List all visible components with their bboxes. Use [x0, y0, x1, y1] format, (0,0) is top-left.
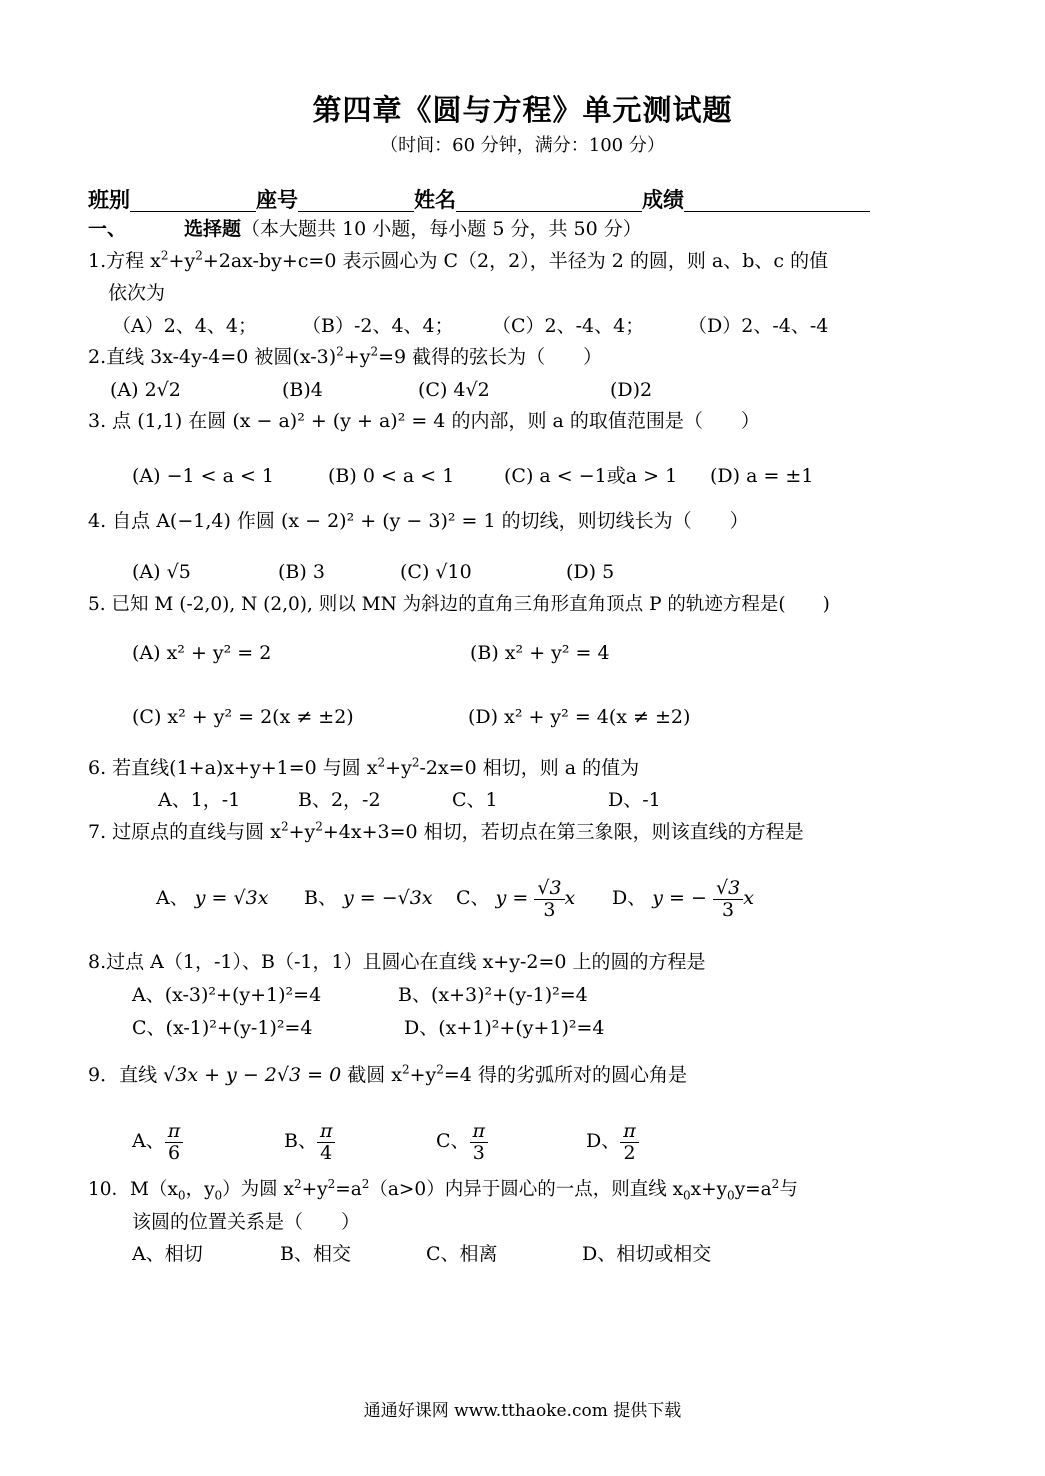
q3-option-b: (B) 0 < a < 1	[328, 465, 455, 487]
page-title: 第四章《圆与方程》单元测试题	[312, 93, 733, 127]
q6-option-a: A、1，-1	[158, 789, 241, 811]
q3-option-a: (A) −1 < a < 1	[132, 465, 275, 487]
score-field[interactable]	[684, 191, 870, 212]
section-name: 选择题	[184, 218, 242, 240]
q2-option-c: (C) 4√2	[418, 379, 490, 401]
q2-option-d: (D)2	[610, 379, 653, 401]
q6-option-d: D、-1	[608, 789, 661, 811]
q6-option-b: B、2，-2	[298, 789, 381, 811]
q10-option-c: C、相离	[426, 1243, 498, 1265]
q5-option-b: (B) x² + y² = 4	[470, 642, 610, 664]
page-subtitle: （时间：60 分钟，满分：100 分）	[380, 135, 665, 156]
q10-option-a: A、相切	[132, 1243, 203, 1265]
q8-option-d: D、(x+1)²+(y+1)²=4	[404, 1017, 605, 1039]
q4-option-c: (C) √10	[400, 561, 472, 583]
q7-option-d: D、 y = − $\frac{√3}{3}$ x	[612, 876, 754, 921]
q2-option-b: (B)4	[282, 379, 323, 401]
section-heading	[88, 217, 642, 241]
q7-option-a: A、 y = √3x	[156, 887, 269, 909]
question-4: 4. 自点 A(−1,4) 作圆 (x − 2)² + (y − 3)² = 1 的切线，则切线长为（ ）	[88, 510, 749, 532]
seat-label: 座号	[256, 187, 298, 212]
q4-option-d: (D) 5	[566, 561, 615, 583]
class-field[interactable]	[130, 191, 256, 212]
q4-option-a: (A) √5	[132, 561, 191, 583]
q8-option-c: C、(x-1)²+(y-1)²=4	[132, 1017, 313, 1039]
q9-option-b: B、 $\frac{\pi}{4}$	[284, 1112, 335, 1170]
question-8: 8.过点 A（1，-1）、B（-1，1）且圆心在直线 x+y-2=0 上的圆的方程是	[88, 951, 706, 973]
question-3: 3. 点 (1,1) 在圆 (x − a)² + (y + a)² = 4 的内部，则 a 的取值范围是（ ）	[88, 410, 760, 432]
q1-option-c: （C）2、-4、4；	[492, 315, 645, 337]
section-note: （本大题共 10 小题，每小题 5 分，共 50 分）	[241, 218, 642, 240]
q7-option-b: B、 y = −√3x	[304, 887, 433, 909]
q5-option-d: (D) x² + y² = 4(x ≠ ±2)	[468, 706, 691, 728]
q5-option-c: (C) x² + y² = 2(x ≠ ±2)	[132, 706, 354, 728]
q1-option-b: （B）-2、4、4；	[302, 315, 454, 337]
q1-option-d: （D）2、-4、-4	[688, 315, 829, 337]
q3-option-c: (C) a < −1或a > 1	[504, 465, 678, 487]
question-7: 7. 过原点的直线与圆 $x^2+y^2+4x+3=0$ 相切，若切点在第三象限，则该直线的方程是	[88, 819, 804, 843]
name-label: 姓名	[414, 187, 456, 212]
question-10-cont: 该圆的位置关系是（ ）	[132, 1211, 361, 1233]
q10-option-d: D、相切或相交	[582, 1243, 712, 1265]
q4-option-b: (B) 3	[278, 561, 325, 583]
q8-option-b: B、(x+3)²+(y-1)²=4	[398, 984, 588, 1006]
q7-option-c: C、 y = $\frac{√3}{3}$ x	[456, 876, 576, 921]
q9-option-c: C、 $\frac{\pi}{3}$	[436, 1112, 488, 1170]
class-label: 班别	[88, 187, 130, 212]
q9-option-d: D、 $\frac{\pi}{2}$	[586, 1112, 639, 1170]
q8-option-a: A、(x-3)²+(y+1)²=4	[132, 984, 322, 1006]
question-2: 2.直线 3x-4y-4=0 被圆$(x-3)^2+y^2=9$ 截得的弦长为（ ）	[88, 344, 603, 368]
q10-option-b: B、相交	[280, 1243, 351, 1265]
score-label: 成绩	[642, 187, 684, 212]
q9-option-a: A、 $\frac{\pi}{6}$	[132, 1112, 183, 1170]
q1-option-a: （A）2、4、4；	[112, 315, 257, 337]
question-1-cont: 依次为	[108, 282, 166, 304]
name-field[interactable]	[456, 191, 642, 212]
question-5: 5. 已知 M (-2,0), N (2,0), 则以 MN 为斜边的直角三角形直角顶点 P 的轨迹方程是( )	[88, 594, 830, 615]
q2-option-a: (A) 2√2	[110, 379, 181, 401]
footer-credit: 通通好课网 www.tthaoke.com 提供下载	[363, 1401, 682, 1421]
q6-option-c: C、1	[452, 789, 498, 811]
student-info-row	[88, 188, 870, 212]
question-1: 1.方程 $x^2+y^2+2ax-by+c=0$ 表示圆心为 C（2，2），半径为 2 的圆，则 a、b、c 的值	[88, 248, 829, 272]
seat-field[interactable]	[298, 191, 414, 212]
question-10: 10．$M(x_0$，$y_0$）为圆 $x^2+y^2=a^2(a>0)$内异于圆心的一点，则直线 $x_0x+y_0y=a^2$与	[88, 1176, 798, 1203]
q5-option-a: (A) x² + y² = 2	[132, 642, 272, 664]
q3-option-d: (D) a = ±1	[710, 465, 814, 487]
section-number: 一、	[88, 218, 127, 240]
question-9: 9．直线 √3x + y − 2√3 = 0 截圆 $x^2+y^2=4$ 得的劣弧所对的圆心角是	[88, 1062, 687, 1086]
question-6: 6. 若直线(1+a)x+y+1=0 与圆 $x^2+y^2-2x=0$ 相切，则 a 的值为	[88, 755, 640, 779]
